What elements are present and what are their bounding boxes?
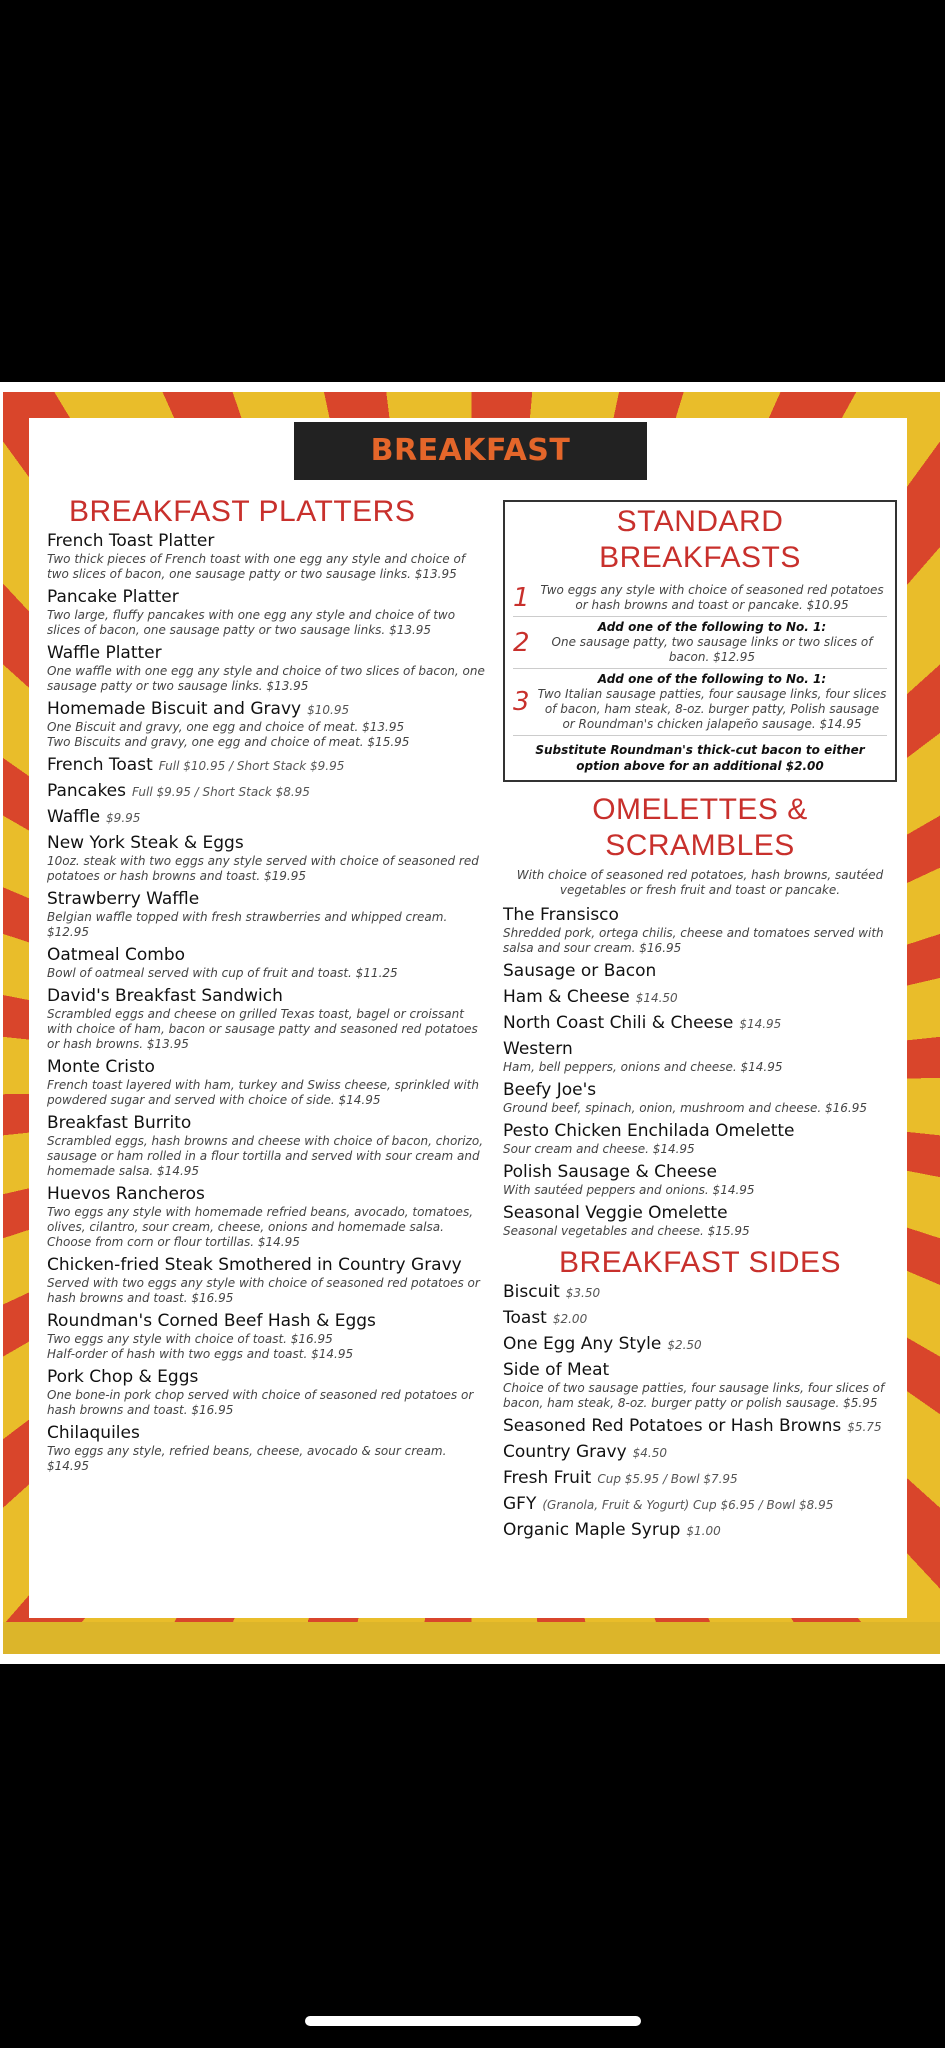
menu-item-name: Biscuit bbox=[503, 1282, 560, 1302]
menu-item-name-line bbox=[47, 985, 487, 1007]
menu-item bbox=[47, 754, 487, 776]
menu-photo bbox=[0, 382, 945, 1664]
menu-item-price: Full $9.95 / Short Stack $8.95 bbox=[132, 785, 310, 799]
menu-item bbox=[47, 944, 487, 981]
menu-item-name-line bbox=[47, 1366, 487, 1388]
menu-item-name: Sausage or Bacon bbox=[503, 961, 657, 981]
menu-item-name-line bbox=[503, 1333, 897, 1355]
menu-item-name: Western bbox=[503, 1039, 573, 1059]
menu-item bbox=[47, 1310, 487, 1362]
menu-item-name-line bbox=[47, 1422, 487, 1444]
menu-item-price: Full $10.95 / Short Stack $9.95 bbox=[158, 759, 345, 773]
menu-item bbox=[503, 1120, 897, 1157]
standard-option-number: 1 bbox=[513, 583, 530, 613]
menu-item-name: Country Gravy bbox=[503, 1442, 627, 1462]
menu-item-name: Monte Cristo bbox=[47, 1057, 155, 1077]
menu-item bbox=[503, 1415, 897, 1437]
menu-item-price: $1.00 bbox=[686, 1524, 721, 1538]
menu-item bbox=[503, 960, 897, 982]
menu-item-name-line bbox=[503, 1120, 897, 1142]
menu-item-price: $2.00 bbox=[552, 1312, 588, 1326]
menu-item-name-line bbox=[47, 806, 487, 828]
menu-item-description: Sour cream and cheese. $14.95 bbox=[503, 1142, 695, 1156]
menu-item-price: Cup $5.95 / Bowl $7.95 bbox=[597, 1472, 738, 1486]
menu-item-name-line bbox=[47, 832, 487, 854]
menu-item-name-line bbox=[47, 1112, 487, 1134]
menu-item-name-line bbox=[503, 1079, 897, 1101]
menu-item-price: (Granola, Fruit & Yogurt) Cup $6.95 / Bowl $8.95 bbox=[542, 1498, 834, 1512]
standard-option-text bbox=[537, 672, 887, 732]
menu-item-description: One bone-in pork chop served with choice of seasoned red potatoes or hash browns and toast. $16.95 bbox=[47, 1388, 474, 1417]
menu-item-name: Huevos Rancheros bbox=[47, 1184, 205, 1204]
menu-item-name-line bbox=[503, 1493, 897, 1515]
menu-item-description: Bowl of oatmeal served with cup of fruit and toast. $11.25 bbox=[47, 966, 398, 980]
menu-item-name-line bbox=[503, 1441, 897, 1463]
menu-item bbox=[47, 832, 487, 884]
menu-card bbox=[29, 418, 907, 1618]
menu-item-name: Polish Sausage & Cheese bbox=[503, 1162, 717, 1182]
menu-item-name-line bbox=[47, 1056, 487, 1078]
menu-item-description: One waffle with one egg any style and choice of two slices of bacon, one sausage patty or two sausage links. $13.95 bbox=[47, 664, 485, 693]
menu-item-name-line bbox=[503, 1307, 897, 1329]
menu-item bbox=[47, 586, 487, 638]
menu-item-description: Scrambled eggs, hash browns and cheese with choice of bacon, chorizo, sausage or ham rolled in a flour tortilla and served with sour cream and homemade salsa. $14.95 bbox=[47, 1134, 484, 1178]
menu-item-description: Shredded pork, ortega chilis, cheese and tomatoes served with salsa and sour cream. $16.95 bbox=[503, 926, 884, 955]
menu-item-name: One Egg Any Style bbox=[503, 1334, 662, 1354]
menu-item bbox=[47, 888, 487, 940]
menu-item-price: $14.95 bbox=[739, 1017, 782, 1031]
menu-item-name: Seasonal Veggie Omelette bbox=[503, 1203, 728, 1223]
standard-option-heading: Add one of the following to No. 1: bbox=[597, 672, 827, 686]
standard-options bbox=[513, 580, 887, 736]
menu-item bbox=[503, 1161, 897, 1198]
menu-item-description: Seasonal vegetables and cheese. $15.95 bbox=[503, 1224, 750, 1238]
menu-item bbox=[47, 642, 487, 694]
menu-item-name-line bbox=[503, 1281, 897, 1303]
menu-item bbox=[503, 1307, 897, 1329]
standard-option-text bbox=[537, 620, 887, 665]
menu-item-description: Two eggs any style with choice of toast. $16.95 Half-order of hash with two eggs and toast. $14.95 bbox=[47, 1332, 354, 1361]
platters-title: BREAKFAST PLATTERS bbox=[69, 495, 416, 528]
breakfast-banner: BREAKFAST bbox=[294, 422, 647, 480]
sides-title: BREAKFAST SIDES bbox=[558, 1246, 842, 1279]
menu-item-name: Pancakes bbox=[47, 781, 126, 801]
menu-item-name: Fresh Fruit bbox=[503, 1468, 592, 1488]
menu-item-name: David's Breakfast Sandwich bbox=[47, 986, 283, 1006]
menu-item bbox=[503, 1079, 897, 1116]
menu-item-name-line bbox=[503, 1415, 897, 1437]
menu-item-name: Waffle bbox=[47, 807, 101, 827]
menu-item-price: $5.75 bbox=[847, 1420, 882, 1434]
omelettes-intro: With choice of seasoned red potatoes, hash browns, sautéed vegetables or fresh fruit and toast or pancake. bbox=[516, 868, 884, 897]
menu-item bbox=[47, 985, 487, 1052]
standard-option-body: Two Italian sausage patties, four sausage links, four slices of bacon, ham steak, 8-oz. burger patty, Polish sausage or Roundman's chicken jalapeño sausage. $14.95 bbox=[537, 687, 887, 731]
menu-item-description: One Biscuit and gravy, one egg and choice of meat. $13.95 Two Biscuits and gravy, one egg and choice of meat. $15.95 bbox=[47, 720, 410, 749]
menu-item bbox=[47, 1183, 487, 1250]
menu-item-price: $10.95 bbox=[307, 703, 350, 717]
standard-breakfasts-box bbox=[503, 500, 897, 782]
menu-item-name-line bbox=[47, 698, 487, 720]
menu-item-name: GFY bbox=[503, 1494, 537, 1514]
menu-item-name-line bbox=[503, 986, 897, 1008]
menu-item-name: Ham & Cheese bbox=[503, 987, 630, 1007]
menu-item bbox=[47, 806, 487, 828]
standard-title: STANDARD BREAKFASTS bbox=[599, 505, 801, 574]
menu-item-name: Beefy Joe's bbox=[503, 1080, 597, 1100]
menu-item-description: Ham, bell peppers, onions and cheese. $14.95 bbox=[503, 1060, 783, 1074]
menu-item-name: Pancake Platter bbox=[47, 587, 179, 607]
platters-list bbox=[47, 530, 487, 1474]
menu-item-name: Waffle Platter bbox=[47, 643, 162, 663]
menu-item-name: The Fransisco bbox=[503, 905, 619, 925]
right-column bbox=[503, 494, 897, 1545]
menu-item bbox=[503, 1281, 897, 1303]
menu-item-name-line bbox=[47, 780, 487, 802]
menu-item-description: Two large, fluffy pancakes with one egg any style and choice of two slices of bacon, one sausage patty or two sausage links. $13.95 bbox=[47, 608, 456, 637]
substitute-note: Substitute Roundman's thick-cut bacon to either option above for an additional $2.00 bbox=[535, 743, 865, 773]
standard-option-text bbox=[537, 583, 887, 613]
menu-item-price: $14.50 bbox=[635, 991, 678, 1005]
menu-item-name: Breakfast Burrito bbox=[47, 1113, 192, 1133]
menu-item bbox=[503, 1333, 897, 1355]
menu-item bbox=[47, 530, 487, 582]
menu-item bbox=[503, 1202, 897, 1239]
standard-option bbox=[513, 669, 887, 736]
menu-item bbox=[47, 1366, 487, 1418]
menu-item-name-line bbox=[47, 642, 487, 664]
menu-item-name: Pork Chop & Eggs bbox=[47, 1367, 199, 1387]
menu-item-name: Pesto Chicken Enchilada Omelette bbox=[503, 1121, 795, 1141]
menu-item bbox=[47, 698, 487, 750]
menu-item-name-line bbox=[47, 1310, 487, 1332]
menu-item bbox=[503, 1038, 897, 1075]
menu-item-description: Ground beef, spinach, onion, mushroom and cheese. $16.95 bbox=[503, 1101, 867, 1115]
menu-item-name: Chicken-fried Steak Smothered in Country Gravy bbox=[47, 1255, 462, 1275]
omelettes-list bbox=[503, 904, 897, 1239]
menu-item-description: French toast layered with ham, turkey and Swiss cheese, sprinkled with powdered sugar and served with choice of side. $14.95 bbox=[47, 1078, 479, 1107]
menu-item-name-line bbox=[503, 1012, 897, 1034]
menu-item-name-line bbox=[503, 1038, 897, 1060]
menu-item-name-line bbox=[503, 1161, 897, 1183]
menu-item-name-line bbox=[503, 960, 897, 982]
menu-item-name: Seasoned Red Potatoes or Hash Browns bbox=[503, 1416, 842, 1436]
menu-item-name-line bbox=[47, 754, 487, 776]
menu-item bbox=[503, 1441, 897, 1463]
menu-item-name-line bbox=[47, 888, 487, 910]
menu-item-price: $4.50 bbox=[632, 1446, 667, 1460]
menu-item bbox=[503, 1493, 897, 1515]
standard-option bbox=[513, 580, 887, 617]
menu-item-description: Scrambled eggs and cheese on grilled Texas toast, bagel or croissant with choice of ham, bacon or sausage patty and seasoned red potatoes or hash browns. $13.95 bbox=[47, 1007, 478, 1051]
menu-item-price: $3.50 bbox=[565, 1286, 601, 1300]
menu-item-price: $2.50 bbox=[667, 1338, 702, 1352]
menu-item-name: Strawberry Waffle bbox=[47, 889, 200, 909]
standard-option-number: 2 bbox=[513, 627, 530, 658]
menu-item-name: Homemade Biscuit and Gravy bbox=[47, 699, 302, 719]
menu-item-name-line bbox=[47, 586, 487, 608]
menu-item bbox=[47, 1254, 487, 1306]
menu-item-name: North Coast Chili & Cheese bbox=[503, 1013, 734, 1033]
menu-item-description: 10oz. steak with two eggs any style served with choice of seasoned red potatoes or hash browns and toast. $19.95 bbox=[47, 854, 479, 883]
home-indicator[interactable] bbox=[305, 2016, 641, 2026]
menu-item bbox=[503, 986, 897, 1008]
menu-item bbox=[47, 1422, 487, 1474]
menu-item-name-line bbox=[47, 944, 487, 966]
menu-item-name: Toast bbox=[503, 1308, 547, 1328]
menu-item-name: Chilaquiles bbox=[47, 1423, 140, 1443]
menu-item-description: Two eggs any style, refried beans, cheese, avocado & sour cream. $14.95 bbox=[47, 1444, 447, 1473]
menu-item-name-line bbox=[503, 904, 897, 926]
standard-option-number: 3 bbox=[513, 687, 530, 717]
menu-item bbox=[503, 904, 897, 956]
menu-item bbox=[47, 780, 487, 802]
omelettes-title: OMELETTES & SCRAMBLES bbox=[592, 793, 808, 862]
menu-item bbox=[47, 1112, 487, 1179]
standard-option bbox=[513, 617, 887, 669]
menu-item bbox=[503, 1359, 897, 1411]
menu-item-description: Two eggs any style with homemade refried beans, avocado, tomatoes, olives, cilantro, sour cream, cheese, onions and homemade salsa. Choose from corn or flour tortillas. $14.95 bbox=[47, 1205, 474, 1249]
menu-item-name: French Toast Platter bbox=[47, 531, 215, 551]
left-column bbox=[47, 494, 487, 1478]
menu-item-name-line bbox=[503, 1467, 897, 1489]
menu-item-name-line bbox=[503, 1202, 897, 1224]
menu-item-name-line bbox=[503, 1519, 897, 1541]
menu-item-name: Oatmeal Combo bbox=[47, 945, 186, 965]
menu-item bbox=[503, 1012, 897, 1034]
menu-item bbox=[503, 1467, 897, 1489]
menu-item-name: Organic Maple Syrup bbox=[503, 1520, 681, 1540]
menu-item-price: $9.95 bbox=[106, 811, 141, 825]
menu-item-name-line bbox=[47, 1183, 487, 1205]
menu-item-description: Belgian waffle topped with fresh strawberries and whipped cream. $12.95 bbox=[47, 910, 448, 939]
sides-list bbox=[503, 1281, 897, 1541]
menu-item-name-line bbox=[47, 1254, 487, 1276]
menu-item-name-line bbox=[503, 1359, 897, 1381]
menu-item bbox=[503, 1519, 897, 1541]
menu-item-name: French Toast bbox=[47, 755, 153, 775]
menu-item-name-line bbox=[47, 530, 487, 552]
menu-item-description: With sautéed peppers and onions. $14.95 bbox=[503, 1183, 755, 1197]
standard-option-heading: Add one of the following to No. 1: bbox=[597, 620, 827, 634]
menu-item-name: Roundman's Corned Beef Hash & Eggs bbox=[47, 1311, 376, 1331]
standard-option-body: One sausage patty, two sausage links or two slices of bacon. $12.95 bbox=[551, 635, 873, 664]
menu-item-name: Side of Meat bbox=[503, 1360, 610, 1380]
menu-item-description: Choice of two sausage patties, four sausage links, four slices of bacon, ham steak, 8-oz. burger patty or polish sausage. $5.95 bbox=[503, 1381, 885, 1410]
menu-item-description: Two thick pieces of French toast with one egg any style and choice of two slices of bacon, one sausage patty or two sausage links. $13.95 bbox=[47, 552, 466, 581]
frame-gold-strip bbox=[3, 1622, 940, 1654]
menu-item-name: New York Steak & Eggs bbox=[47, 833, 244, 853]
standard-option-body: Two eggs any style with choice of seasoned red potatoes or hash browns and toast or pancake. $10.95 bbox=[540, 583, 884, 612]
menu-item-description: Served with two eggs any style with choice of seasoned red potatoes or hash browns and toast. $16.95 bbox=[47, 1276, 480, 1305]
menu-item bbox=[47, 1056, 487, 1108]
